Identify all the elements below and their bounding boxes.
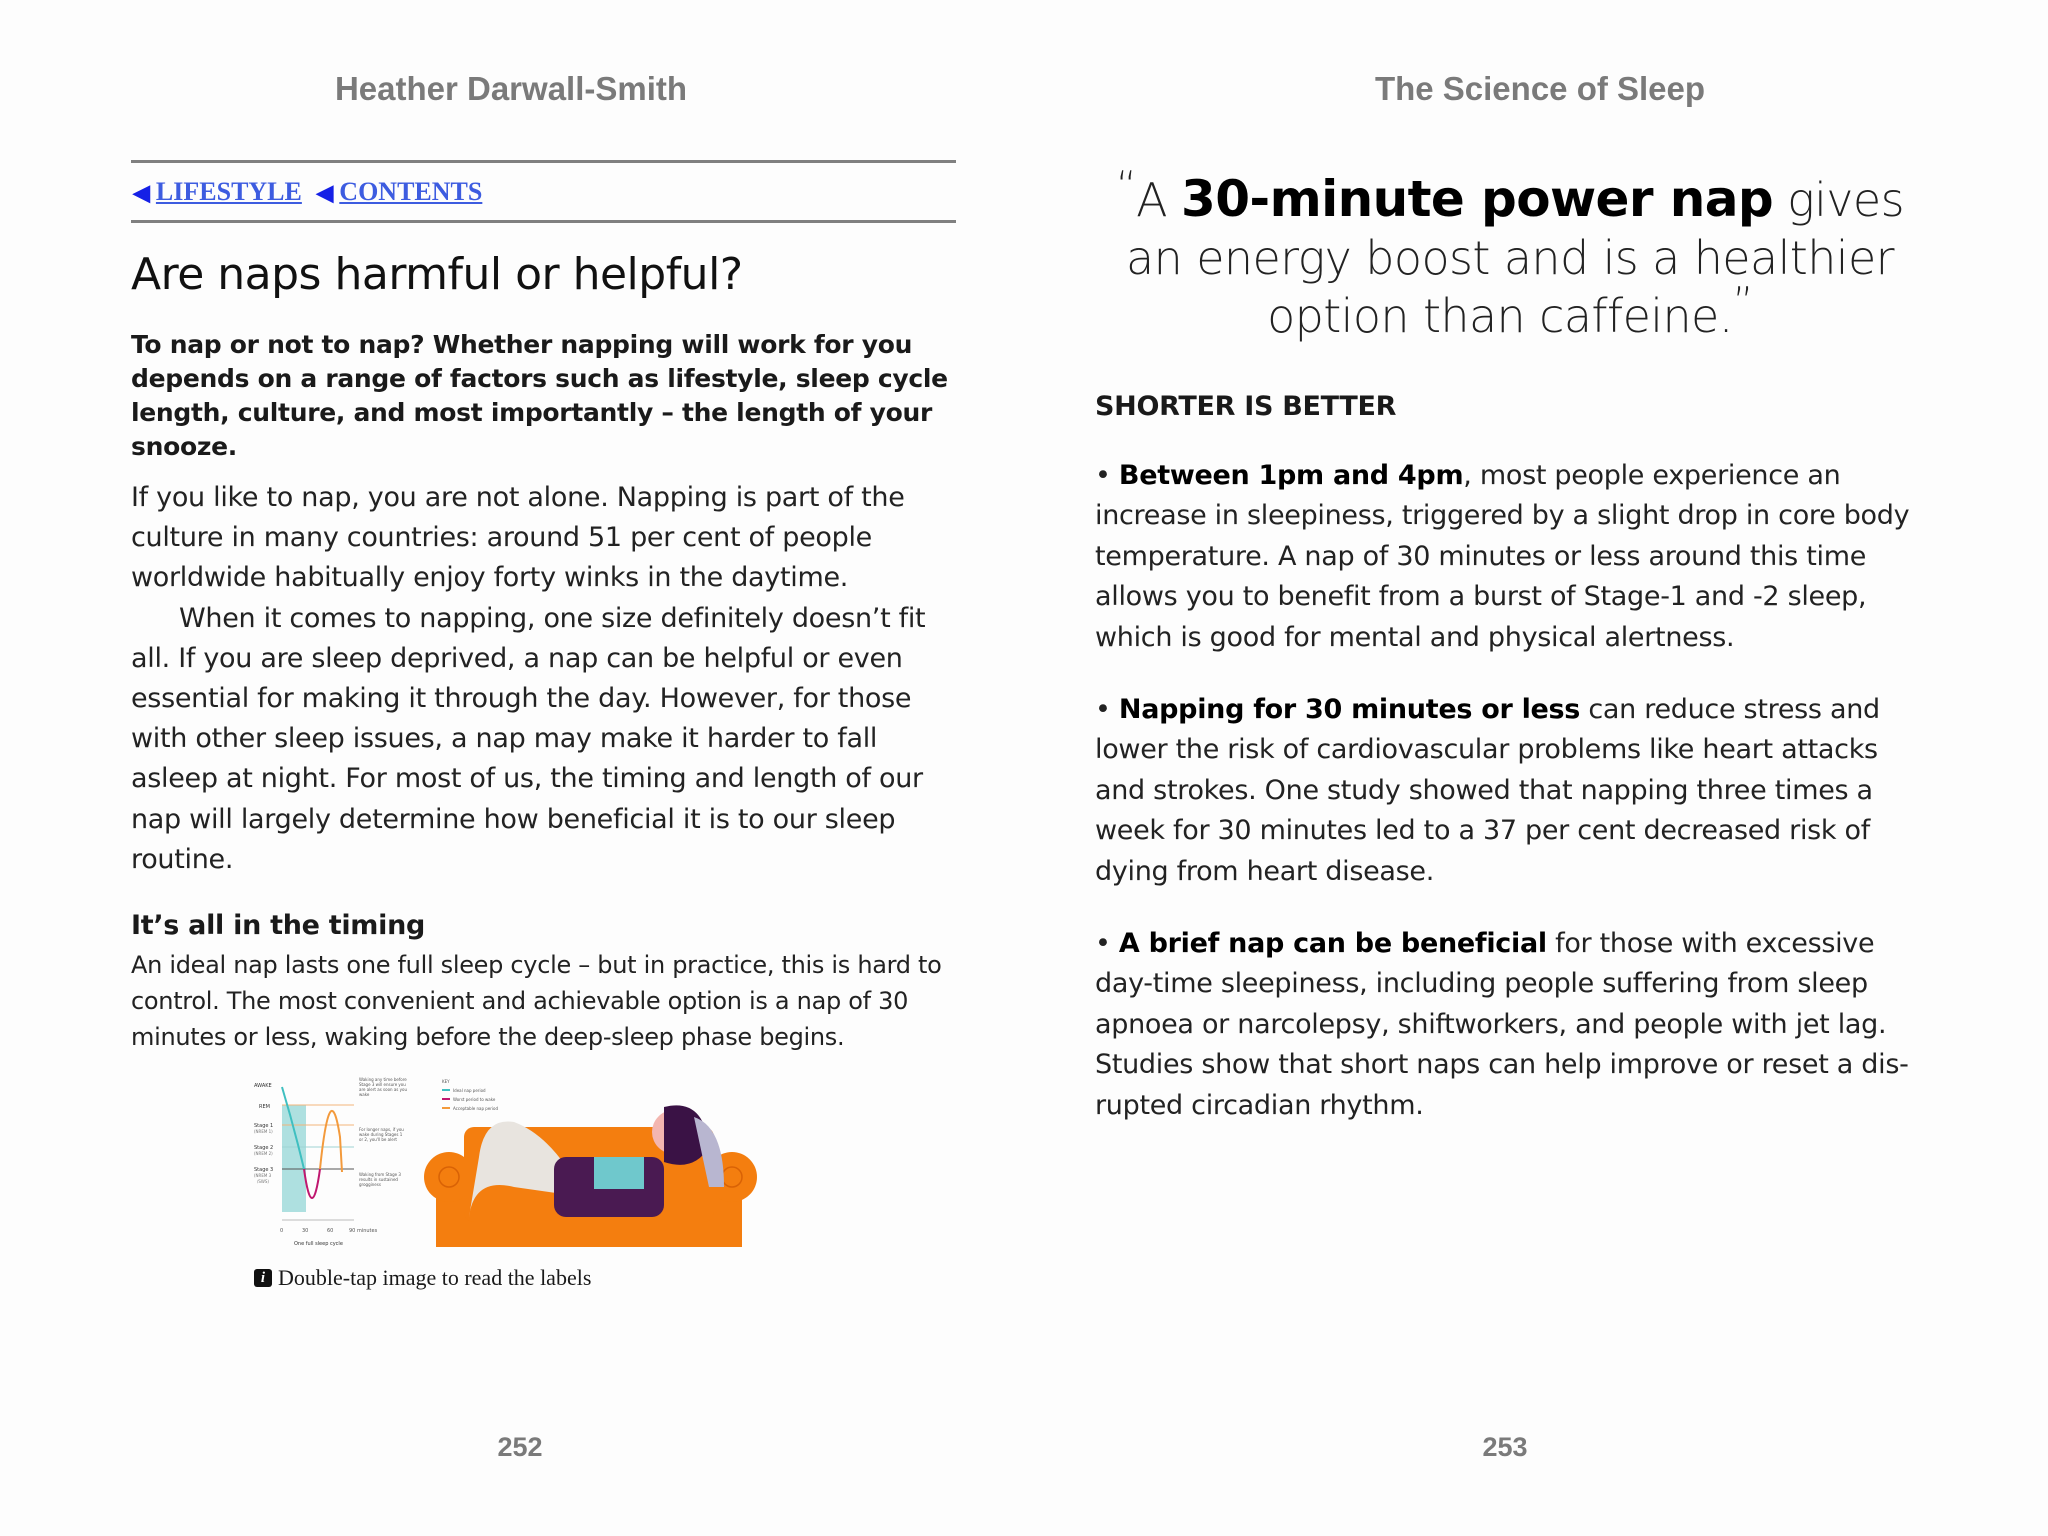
info-icon: i [254,1269,272,1287]
triangle-left-icon: ◀ [316,180,334,205]
bullet-bold: Napping for 30 minutes or less [1118,694,1581,726]
bullet-item: • Between 1pm and 4pm, most people experience an increase in sleepiness, triggered by a slight drop in core body temperature. A nap of 30 minutes or less around this time allows you to benefit from a burst of Stage-1 and -2 sleep, which is good for mental and physical alertness. [1095,460,1910,653]
y-label: AWAKE [254,1083,272,1090]
y-label: Stage 2 [254,1145,274,1152]
bullet-bold: Between 1pm and 4pm [1118,460,1464,491]
key-label: Worst period to wake [453,1097,496,1103]
y-label: Stage 1 [254,1123,274,1130]
worst-curve [304,1169,320,1198]
page-number-right: 253 [1482,1432,1528,1462]
intro-paragraph: To nap or not to nap? Whether napping will work for you depends on a range of factors such as lifestyle, sleep cycle length, culture, and most importantly – the length of your snooze. [131,330,948,461]
image-caption [254,1265,956,1291]
breadcrumb-nav [131,163,956,220]
x-tick: 0 [280,1228,284,1235]
pull-quote [1095,163,1925,345]
body-paragraph: If you like to nap, you are not alone. Napping is part of the culture in many countries: around 51 per cent of people worldwide habitually enjoy forty winks in the daytime. [131,482,905,594]
bullet-text: for those with excessive day-time sleepiness, including people suffering from sleep apnoea or narcolepsy, shiftworkers, and people with jet lag. Studies show that short naps can help improve or reset a dis-rupted circadian rhythm. [1095,928,1909,1121]
y-label: REM [259,1104,270,1111]
open-quote-mark: “ [1116,163,1137,210]
caption-text: Double-tap image to read the labels [278,1265,592,1291]
y-label: (NREM 1) [254,1129,273,1135]
section-title: SHORTER IS BETTER [1095,391,1397,422]
y-label: Stage 3 [254,1167,274,1174]
y-label: (NREM 2) [254,1151,273,1157]
triangle-left-icon: ◀ [133,180,150,205]
running-head-author: Heather Darwall-Smith [334,70,688,107]
acceptable-curve [320,1111,342,1172]
key-label: Acceptable nap period [453,1106,499,1112]
x-caption: One full sleep cycle [294,1241,343,1248]
bullet-item: • A brief nap can be beneficial for those with excessive day-time sleepiness, including people suffering from sleep apnoea or narcolepsy, shiftworkers, and people with jet lag. Studies show that short naps can help improve or reset a dis-rupted circadian rhythm. [1095,928,1909,1121]
y-label: (NREM 3 [254,1173,272,1179]
right-page [1095,163,1925,1158]
subheading: It’s all in the timing [131,910,426,942]
x-tick: 30 [302,1228,309,1235]
note: Waking any time before Stage 3 will ensure you are alert as soon as you wake [359,1077,407,1098]
bullet-text: , most people experience an increase in sleepiness, triggered by a slight drop in core body temperature. A nap of 30 minutes or less around this time allows you to benefit from a burst of Stage-1 and -2 sleep, which is good for mental and physical alertness. [1095,460,1910,653]
quote-rest: gives an energy boost and is a healthier option than caffeine. [1126,173,1904,343]
page-number-left: 252 [497,1432,543,1462]
body-paragraph: When it comes to napping, one size definitely doesn’t fit all. If you are sleep deprived, a nap can be helpful or even essential for making it through the day. However, for those with other sleep issues, a nap may make it harder to fall asleep at night. For most of us, the timing and length of our nap will largely determine how beneficial it is to our sleep routine. [131,602,926,875]
x-tick: 60 [327,1228,334,1235]
running-head-book-title: The Science of Sleep [1374,70,1706,107]
note: For longer naps, if you wake during Stages 1 or 2, you'll be alert [359,1127,404,1143]
bullet-bold: A brief nap can be beneficial [1118,928,1547,960]
contents-link[interactable]: CONTENTS [339,177,483,206]
sofa-illustration [424,1105,757,1247]
bullet-text: can reduce stress and lower the risk of cardiovascular problems like heart attacks and strokes. One study showed that napping three times a week for 30 minutes led to a 37 per cent decreased risk of dying from heart disease. [1095,694,1880,887]
close-quote-mark: ” [1732,279,1753,326]
quote-bold: 30-minute power nap [1181,170,1774,228]
sleep-cycle-illustration [254,1077,959,1247]
left-page [131,160,956,1291]
x-tick: 90 minutes [349,1228,378,1235]
sleep-cycle-figure[interactable] [254,1077,959,1247]
key-label: Ideal nap period [453,1088,486,1094]
bullet-item: • Napping for 30 minutes or less can reduce stress and lower the risk of cardiovascular problems like heart attacks and strokes. One study showed that napping three times a week for 30 minutes led to a 37 per cent decreased risk of dying from heart disease. [1095,694,1880,887]
quote-pre: A [1136,173,1182,227]
note: Waking from Stage 3 results in sustained grogginess [359,1172,401,1188]
sub-paragraph: An ideal nap lasts one full sleep cycle – but in practice, this is hard to control. The most convenient and achievable option is a nap of 30 minutes or less, waking before the deep-sleep phase begins. [131,951,942,1052]
y-label: /SWS) [257,1179,269,1185]
key-title: KEY [442,1079,450,1085]
lifestyle-link[interactable]: LIFESTYLE [155,177,302,206]
chapter-title: Are naps harmful or helpful? [131,249,743,300]
bottom-rule [131,220,956,223]
